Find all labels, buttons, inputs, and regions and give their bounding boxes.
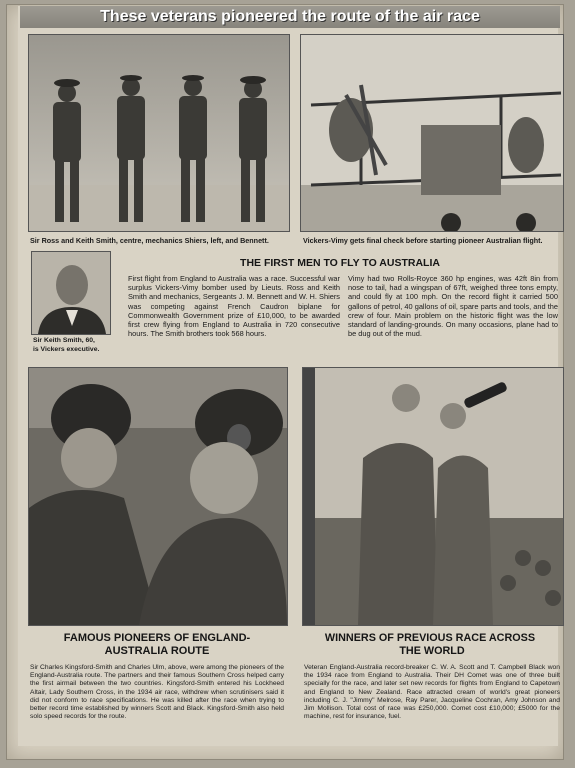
- pioneers-headline-line-2: AUSTRALIA ROUTE: [104, 645, 210, 657]
- first-men-headline: THE FIRST MEN TO FLY TO AUSTRALIA: [240, 257, 440, 269]
- keith-smith-portrait: [31, 251, 111, 335]
- kingsford-smith-ulm-photo: [28, 367, 288, 626]
- aviators-group-photo: [28, 34, 290, 232]
- banner-title: These veterans pioneered the route of the air race: [20, 6, 560, 28]
- winners-headline-line-2: THE WORLD: [399, 645, 465, 657]
- portrait-caption-line-1: Sir Keith Smith, 60,: [33, 337, 95, 344]
- vickers-vimy-photo: [300, 34, 564, 232]
- winners-body-text: Veteran England-Australia record-breaker C. W. A. Scott and T. Campbell Black won the 1934 race from England to Australia. Their DH Comet was one of three built specially for the race, and later set new records for flights from England to Capetown and England to New Zealand. Race attracted cream of world's great pioneers including C. J. "Jimmy" Melrose, Ray Parer, Jacqueline Cochran, Amy Johnson and Jim Mollison. Total cost of race was £250,000. Comet cost £10,000; £5000 for the machine, rest for insurance, fuel.: [304, 664, 560, 721]
- portrait-caption-line-2: is Vickers executive.: [33, 346, 100, 353]
- first-men-column-1: First flight from England to Australia was a race. Successful war surplus Vickers-Vimy bomber used by Lieuts. Ross and Keith Smith and mechanics, Sergeants J. M. Bennett and W. H. Shiers was competing against French Caudron biplane for Commonwealth Government prize of £10,000, to be awarded first crew flying from England to Australia in 720 consecutive hours. The Smith brothers took 568 hours.: [128, 274, 340, 339]
- vickers-vimy-caption: Vickers-Vimy gets final check before starting pioneer Australian flight.: [303, 236, 543, 245]
- scott-black-winners-photo: [302, 367, 564, 626]
- aviators-photo-caption: Sir Ross and Keith Smith, centre, mechanics Shiers, left, and Bennett.: [30, 236, 269, 245]
- pioneers-headline-line-1: FAMOUS PIONEERS OF ENGLAND-: [63, 632, 251, 644]
- first-men-column-2: Vimy had two Rolls-Royce 360 hp engines, was 42ft 8in from nose to tail, had a wingspan of 67ft, weighed three tons empty, and could fly at 100 mph. On the record flight it carried 500 gallons of petrol, 40 gallons of oil, spare parts and tools, and the crew of four. Main problem on the historic flight was the low standard of landing-grounds. On many occasions, plane had to be dug out of the mud.: [348, 274, 558, 339]
- pioneers-body-text: Sir Charles Kingsford-Smith and Charles Ulm, above, were among the pioneers of the England-Australia route. The partners and their famous Southern Cross helped carry the first airmail between the two countries. Kingsford-Smith entered his Lockheed Altair, Lady Southern Cross, in the 1934 air race, withdrew when scrutinisers said it did not conform to race specifications. He was killed after the race when trying to better record time established by winners Scott and Black. Kingsford-Smith also held solo speed records for the route.: [30, 664, 284, 721]
- winners-headline-line-1: WINNERS OF PREVIOUS RACE ACROSS: [324, 632, 536, 644]
